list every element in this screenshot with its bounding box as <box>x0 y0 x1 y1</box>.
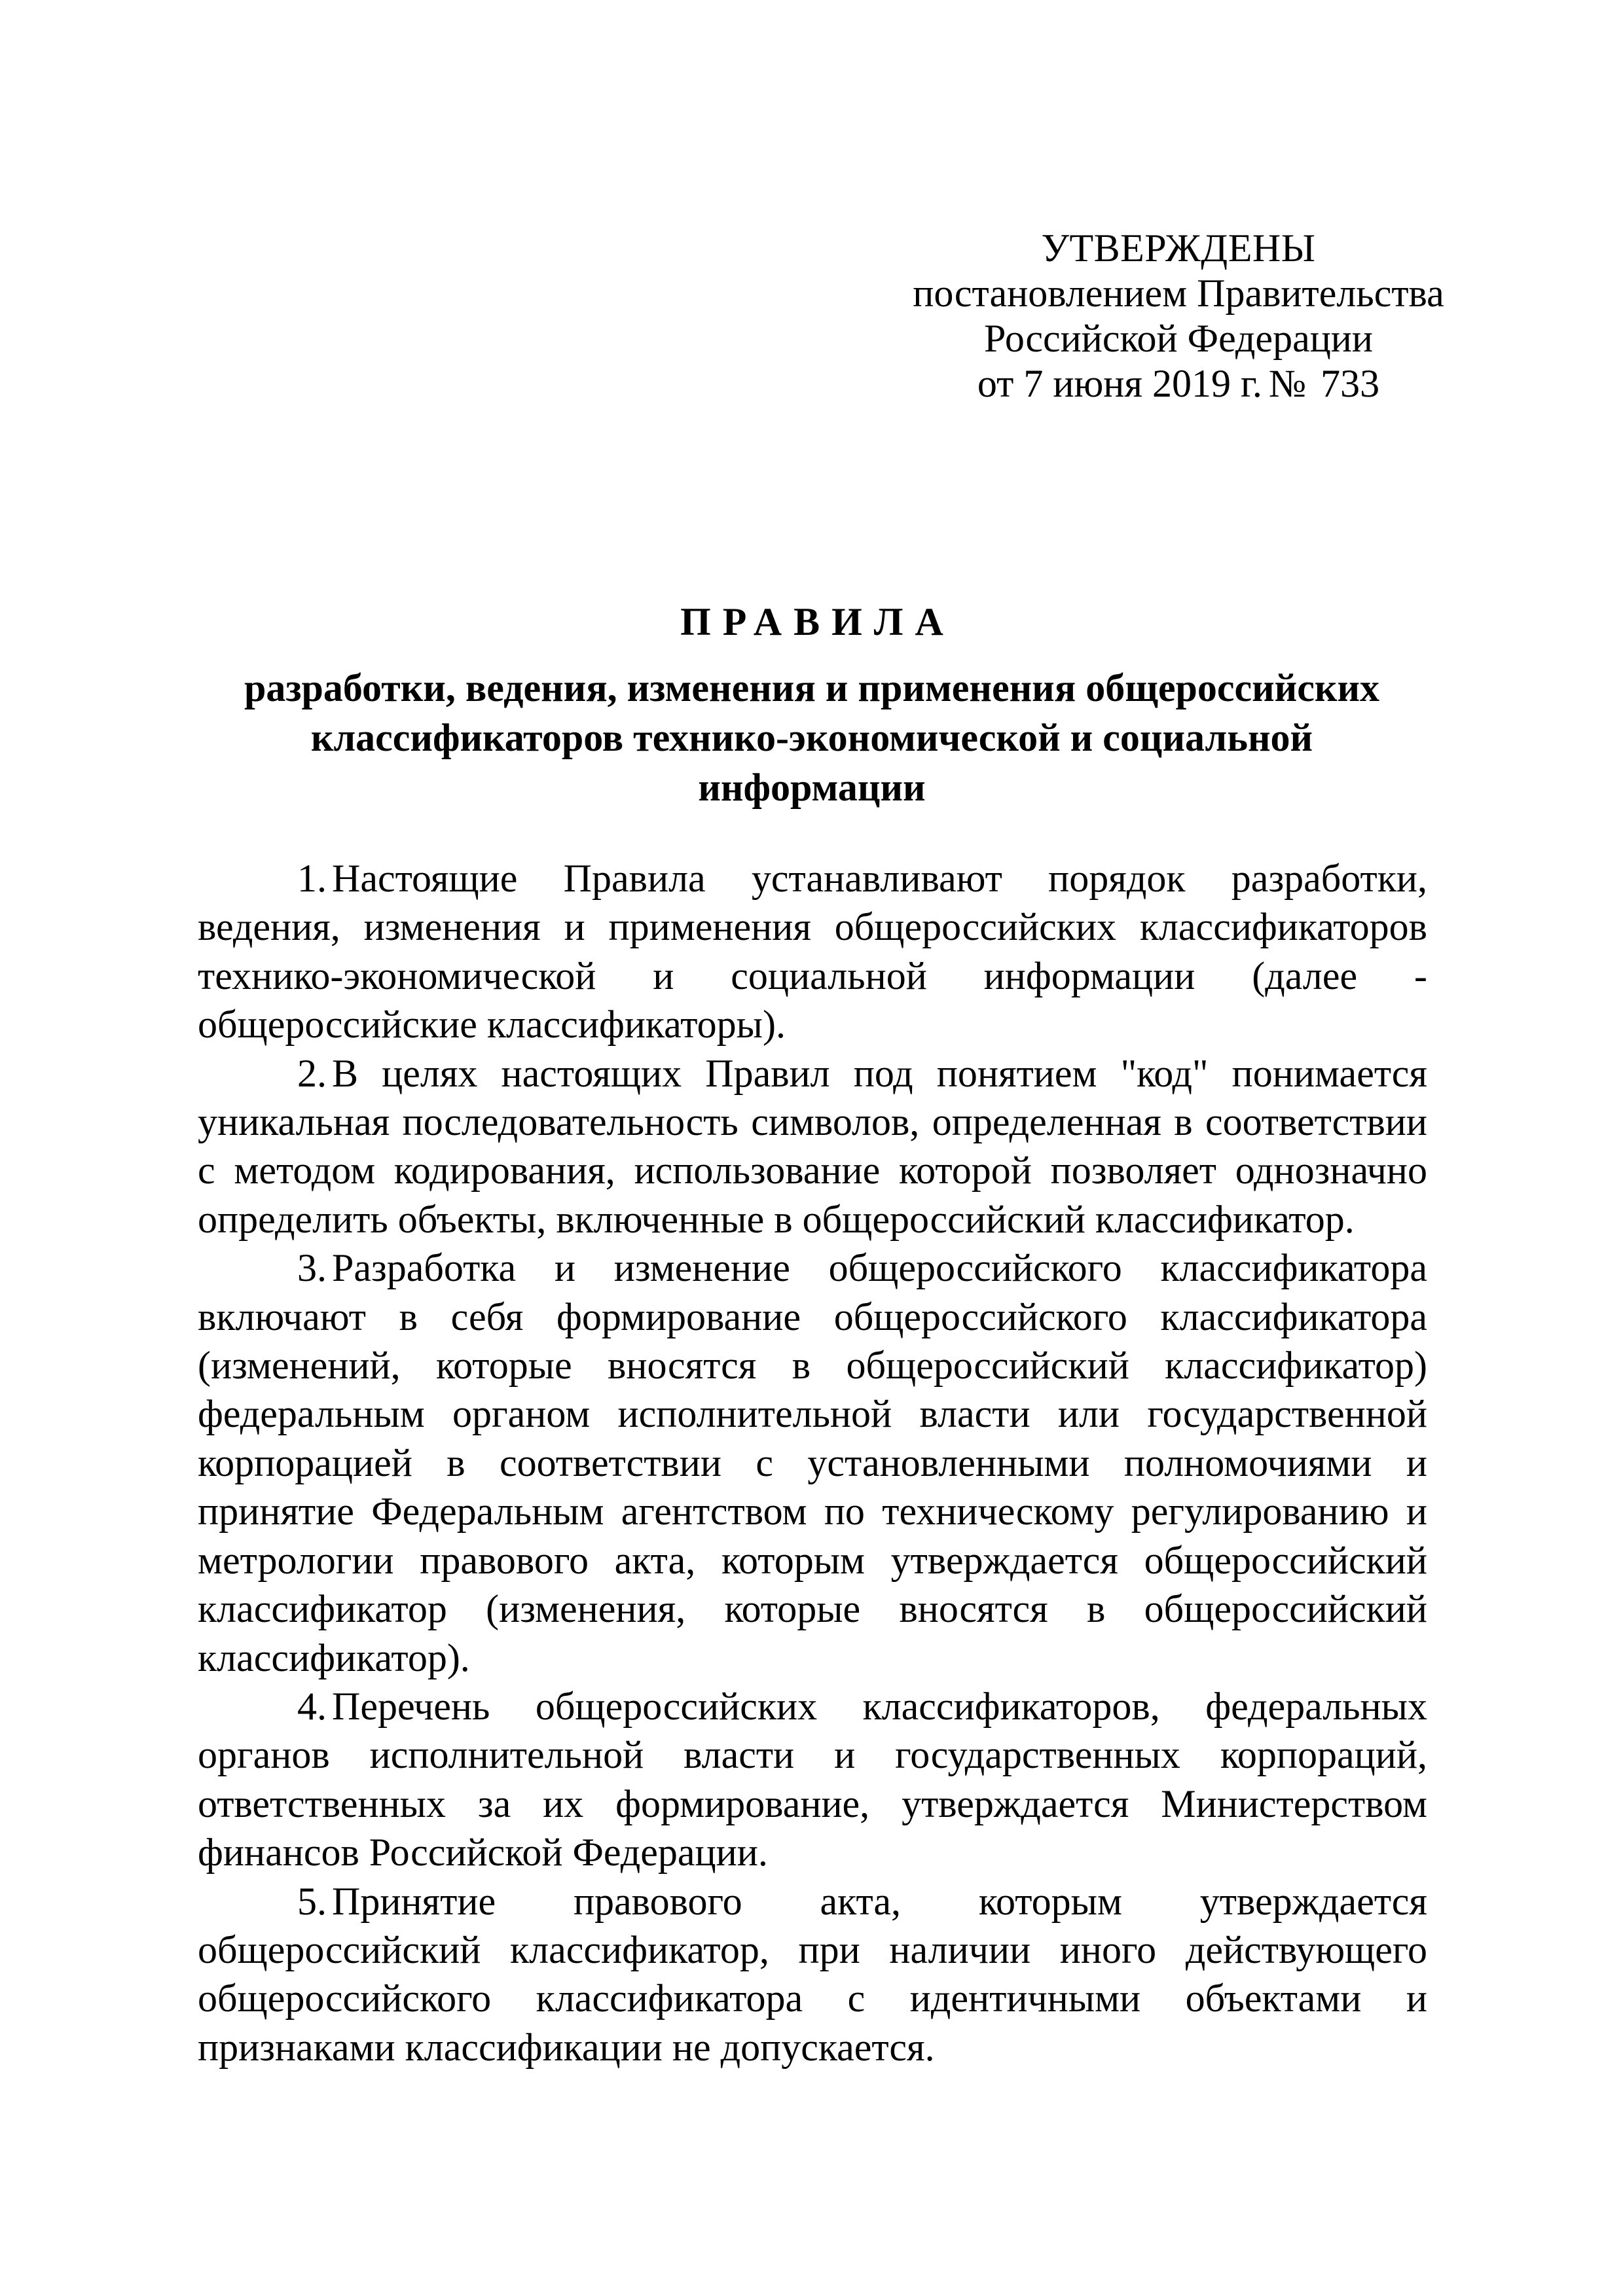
approval-date-line <box>864 361 1493 406</box>
document-body <box>198 854 1427 2072</box>
paragraph-3 <box>198 1244 1427 1682</box>
approval-number: 733 <box>1321 362 1380 405</box>
approval-block <box>864 226 1493 406</box>
paragraph-number: 5. <box>297 1879 327 1923</box>
paragraph-number: 1. <box>297 857 327 900</box>
paragraph-1 <box>198 854 1427 1049</box>
paragraph-text: В целях настоящих Правил под понятием "код" понимается уникальная последовательность символов, определенная в соответствии с методом кодирования, использование которой позволяет однозначно определить объекты, включенные в общероссийский классификатор. <box>198 1051 1427 1241</box>
approval-date: от 7 июня 2019 г. <box>977 362 1262 405</box>
paragraph-text: Настоящие Правила устанавливают порядок разработки, ведения, изменения и применения общероссийских классификаторов технико-экономической и социальной информации (далее - общероссийские классификаторы). <box>198 857 1427 1047</box>
paragraph-5 <box>198 1877 1427 2072</box>
document-title: ПРАВИЛА <box>680 600 955 643</box>
paragraph-number: 3. <box>297 1246 327 1290</box>
paragraph-number: 4. <box>297 1684 327 1728</box>
approval-line-1: постановлением Правительства <box>913 272 1444 315</box>
approval-number-sign: № <box>1268 362 1307 405</box>
paragraph-text: Разработка и изменение общероссийского классификатора включают в себя формирование общероссийского классификатора (изменений, которые вносятся в общероссийский классификатор) федеральным органом исполнительной власти или государственной корпорацией в соответствии с установленными полномочиями и принятие Федеральным агентством по техническому регулированию и метрологии правового акта, которым утверждается общероссийский классификатор (изменения, которые вносятся в общероссийский классификатор). <box>198 1246 1427 1679</box>
paragraph-number: 2. <box>297 1051 327 1095</box>
document-subtitle: разработки, ведения, изменения и применения общероссийских классификаторов технико-экономической и социальной информации <box>244 666 1380 809</box>
approval-title: УТВЕРЖДЕНЫ <box>1041 226 1316 270</box>
paragraph-2 <box>198 1049 1427 1244</box>
document-heading <box>196 592 1427 812</box>
paragraph-4 <box>198 1682 1427 1877</box>
paragraph-text: Перечень общероссийских классификаторов, федеральных органов исполнительной власти и государственных корпораций, ответственных за их формирование, утверждается Министерством финансов Российской Федерации. <box>198 1684 1427 1874</box>
approval-line-2: Российской Федерации <box>983 317 1374 360</box>
paragraph-text: Принятие правового акта, которым утверждается общероссийский классификатор, при наличии иного действующего общероссийского классификатора с идентичными объектами и признаками классификации не допускается. <box>198 1879 1427 2069</box>
